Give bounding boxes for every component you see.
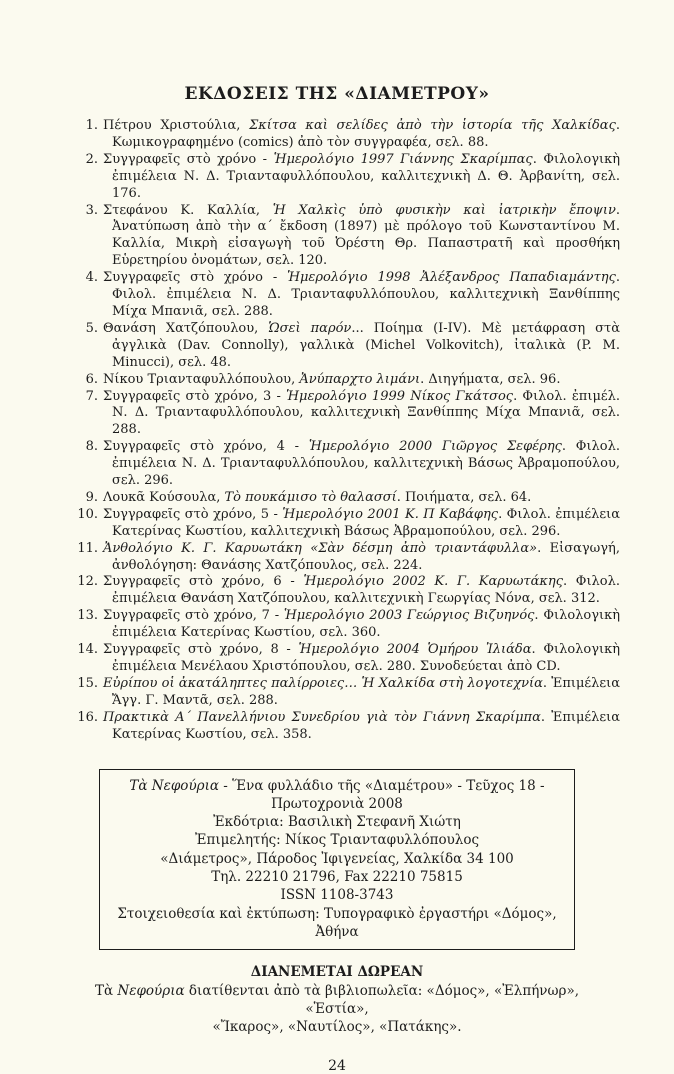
text-segment: . Φιλολογικὴ ἐπιμέλεια Μενέλαου Χριστόπουλου, σελ. 280. Συνοδεύεται ἀπὸ CD. — [112, 642, 621, 674]
text-segment: Ἐπιμελητής: Νίκος Τριανταφυλλόπουλος — [194, 832, 480, 849]
imprint-line — [110, 831, 564, 849]
text-segment: - Ἕνα φυλλάδιο τῆς «Διαμέτρου» - Τεῦχος 18 - Πρωτοχρονιὰ 2008 — [219, 777, 545, 812]
text-segment: Στοιχειοθεσία καὶ ἐκτύπωση: Τυπογραφικὸ ἐργαστήρι «Δόμος», Ἀθήνα — [117, 905, 557, 940]
work-title-segment: Ἡ Χαλκὶς ὑπὸ φυσικὴν καὶ ἰατρικὴν ἔποψιν — [272, 202, 616, 218]
text-segment: Πέτρου Χριστούλια, — [103, 118, 250, 133]
list-item — [74, 676, 620, 710]
page-title: ΕΚΔΟΣΕΙΣ ΤΗΣ «ΔΙΑΜΕΤΡΟΥ» — [184, 84, 490, 104]
list-item — [74, 152, 620, 203]
work-title-segment: Ἡμερολόγιο 2003 Γεώργιος Βιζυηνός — [283, 608, 535, 624]
item-number: 1. — [85, 118, 98, 133]
text-segment: . Φιλολ. ἐπιμέλεια Κατερίνας Κωστίου, καλλιτεχνικὴ Βάσως Ἀβραμοπούλου, σελ. 296. — [112, 506, 620, 539]
work-title-segment: Ἡμερολόγιο 2004 Ὁμήρου Ἰλιάδα — [298, 642, 532, 658]
text-segment: ... Ποίημα (I-IV). Μὲ μετάφραση στὰ ἀγγλικὰ (Dav. Connolly), γαλλικὰ (Michel Volkovitch), ἰταλικὰ (P. M. Minucci), σελ. 48. — [112, 320, 620, 370]
list-item — [74, 439, 620, 490]
text-segment: . Φιλολογικὴ ἐπιμέλεια Ν. Δ. Τριανταφυλλόπουλου, καλλιτεχνικὴ Δ. Θ. Ἀρβανίτη, σελ. 176. — [112, 151, 620, 201]
text-segment: «Ἴκαρος», «Ναυτίλος», «Πατάκης». — [212, 1019, 462, 1036]
list-item — [74, 372, 620, 389]
imprint-line — [110, 868, 564, 886]
text-segment: . Φιλολ. ἐπιμέλεια Ν. Δ. Τριανταφυλλόπουλου, καλλιτεχνικὴ Βάσως Ἀβραμοπούλου, σελ. 296. — [112, 439, 620, 489]
text-segment: Ἐκδότρια: Βασιλικὴ Στεφανῆ Χιώτη — [213, 814, 461, 831]
text-segment: Συγγραφεῖς στὸ χρόνο - — [103, 270, 288, 286]
list-item — [74, 608, 620, 642]
text-segment: . Φιλολογικὴ ἐπιμέλεια Κατερίνας Κωστίου, σελ. 360. — [112, 608, 620, 641]
item-number: 2. — [85, 151, 98, 167]
imprint-line — [110, 777, 564, 814]
text-segment: διατίθενται ἀπὸ τὰ βιβλιοπωλεῖα: «Δόμος», «Ἐλπήνωρ», «Ἑστία», — [184, 983, 579, 1018]
item-number: 6. — [85, 371, 98, 387]
work-title-segment: Σκίτσα καὶ σελίδες ἀπὸ τὴν ἱστορία τῆς Χαλκίδας — [249, 118, 616, 133]
work-title-segment: Νεφούρια — [117, 983, 185, 1000]
imprint-line — [110, 886, 564, 904]
item-number: 10. — [77, 506, 98, 522]
item-number: 16. — [77, 709, 98, 725]
list-item — [74, 541, 620, 575]
item-number: 7. — [85, 388, 98, 404]
text-segment: Στεφάνου Κ. Καλλία, — [103, 202, 273, 218]
list-item — [74, 574, 620, 608]
page-number: 24 — [328, 1058, 346, 1074]
text-segment: . Φιλολ. ἐπιμέλ. Ν. Δ. Τριανταφυλλόπουλου, καλλιτεχνικὴ Ξανθίππης Μίχα Μπανιᾶ, σελ. 288. — [112, 388, 621, 438]
list-item — [74, 270, 620, 321]
work-title-segment: Πρακτικὰ Α΄ Πανελλήνιου Συνεδρίου γιὰ τὸν Γιάννη Σκαρίμπα — [103, 709, 541, 725]
item-number: 3. — [85, 202, 98, 218]
text-segment: ISSN 1108-3743 — [280, 887, 394, 904]
text-segment: Συγγραφεῖς στὸ χρόνο, 4 - — [103, 439, 309, 455]
list-item — [74, 321, 620, 372]
text-segment: Νίκου Τριανταφυλλόπουλου, — [103, 371, 300, 387]
work-title-segment: Ἀνθολόγιο Κ. Γ. Καρυωτάκη «Σὰν δέσμη ἀπὸ τριαντάφυλλα» — [103, 540, 538, 556]
text-segment: Συγγραφεῖς στὸ χρόνο, 6 - — [103, 574, 304, 590]
item-number: 8. — [85, 439, 98, 455]
item-number: 5. — [85, 320, 98, 336]
list-item — [74, 203, 620, 271]
text-segment: Λουκᾶ Κούσουλα, — [103, 489, 225, 505]
work-title-segment: Ἡμερολόγιο 2001 Κ. Π Καβάφης — [282, 506, 499, 522]
text-segment: . Διηγήματα, σελ. 96. — [420, 371, 561, 387]
item-number: 12. — [77, 574, 98, 590]
text-segment: . Κωμικογραφημένο (comics) ἀπὸ τὸν συγγραφέα, σελ. 88. — [112, 118, 620, 150]
imprint-line — [110, 813, 564, 831]
list-item — [74, 118, 620, 152]
list-item — [74, 389, 620, 440]
text-segment: Συγγραφεῖς στὸ χρόνο, 7 - — [103, 608, 284, 624]
item-number: 14. — [77, 642, 98, 658]
text-segment: Τὰ — [95, 983, 118, 1000]
list-item — [74, 642, 620, 676]
work-title-segment: Ἡμερολόγιο 2002 Κ. Γ. Καρυωτάκης — [303, 574, 563, 590]
work-title-segment: Τὸ πουκάμισο τὸ θαλασσί — [224, 489, 397, 505]
list-item — [74, 490, 620, 507]
item-number: 9. — [85, 489, 98, 505]
text-segment: . Ἐπιμέλεια Κατερίνας Κωστίου, σελ. 358. — [112, 709, 621, 742]
text-segment: . Φιλολ. ἐπιμέλεια Ν. Δ. Τριανταφυλλόπουλου, καλλιτεχνικὴ Ξανθίππης Μίχα Μπανιᾶ, σελ. 288. — [112, 270, 620, 319]
distribution-heading: ΔΙΑΝΕΜΕΤΑΙ ΔΩΡΕΑΝ — [250, 964, 424, 981]
work-title-segment: Ἡμερολόγιο 1997 Γιάννης Σκαρίμπας — [273, 151, 533, 167]
text-segment: Συγγραφεῖς στὸ χρόνο, 5 - — [103, 506, 283, 522]
work-title-segment: Ὡσεὶ παρόν — [268, 320, 352, 336]
item-number: 13. — [77, 608, 98, 624]
text-segment: Συγγραφεῖς στὸ χρόνο, 8 - — [103, 642, 299, 658]
text-segment: . Ποιήματα, σελ. 64. — [396, 489, 532, 505]
text-segment: . Ἐπιμέλεια Ἄγγ. Γ. Μαντᾶ, σελ. 288. — [112, 675, 620, 708]
text-segment: Τηλ. 22210 21796, Fax 22210 75815 — [211, 869, 463, 886]
text-segment: Θανάση Χατζόπουλου, — [103, 320, 269, 336]
text-segment: «Διάμετρος», Πάροδος Ἰφιγενείας, Χαλκίδα 34 100 — [160, 850, 514, 867]
publications-list — [74, 118, 620, 744]
work-title-segment: Εὐρίπου οἱ ἀκατάληπτες παλίρροιες… Ἡ Χαλκίδα στὴ λογοτεχνία — [103, 675, 543, 691]
work-title-segment: Ἡμερολόγιο 1998 Ἀλέξανδρος Παπαδιαμάντης — [287, 270, 616, 286]
item-number: 4. — [85, 270, 98, 286]
work-title-segment: Ἡμερολόγιο 2000 Γιῶργος Σεφέρης — [308, 439, 562, 455]
text-segment: . Εἰσαγωγή, ἀνθολόγηση: Θανάσης Χατζόπουλος, σελ. 224. — [112, 540, 620, 573]
imprint-box — [99, 769, 575, 951]
text-segment: . Φιλολ. ἐπιμέλεια Θανάση Χατζόπουλου, καλλιτεχνικὴ Γεωργίας Νόνα, σελ. 312. — [112, 574, 620, 607]
distribution-section — [0, 963, 674, 1036]
distribution-line — [70, 982, 604, 1018]
work-title-segment: Ἀνύπαρχτο λιμάνι — [299, 371, 421, 387]
item-number: 15. — [77, 675, 98, 691]
text-segment: . Ἀνατύπωση ἀπὸ τὴν α΄ ἔκδοση (1897) μὲ πρόλογο τοῦ Κωνσταντίνου Μ. Καλλία, Μικρὴ εἰσαγωγὴ τοῦ Ὀρέστη Θρ. Παπαστρατῆ καὶ προσθήκη Εὑρετηρίου ὀνομάτων, σελ. 120. — [112, 202, 620, 269]
work-title-segment: Τὰ Νεφούρια — [129, 777, 219, 794]
imprint-line — [110, 850, 564, 868]
text-segment: Συγγραφεῖς στὸ χρόνο, 3 - — [103, 388, 287, 404]
list-item — [74, 507, 620, 541]
distribution-line — [70, 1018, 604, 1036]
distribution-lines — [70, 982, 604, 1036]
item-number: 11. — [77, 540, 98, 556]
work-title-segment: Ἡμερολόγιο 1999 Νίκος Γκάτσος — [286, 388, 514, 404]
imprint-line — [110, 905, 564, 942]
list-item — [74, 710, 620, 744]
text-segment: Συγγραφεῖς στὸ χρόνο - — [103, 151, 274, 167]
